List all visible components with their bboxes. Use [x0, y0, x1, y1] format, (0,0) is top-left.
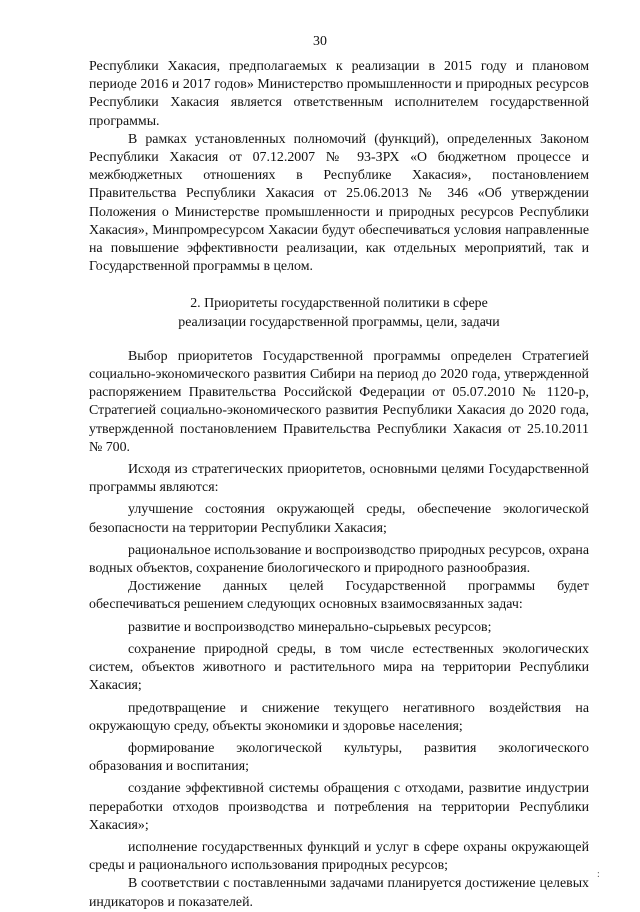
section-heading: [89, 295, 589, 331]
section-heading-line: 2. Приоритеты государственной политики в сфере: [190, 296, 488, 312]
list-item: сохранение природной среды, в том числе естественных экологических систем, объектов животного и растительного мира на территории Республики Хакасия;: [89, 641, 589, 694]
paragraph: Республики Хакасия, предполагаемых к реализации в 2015 году и плановом периоде 2016 и 2017 годов» Министерство промышленности и природных ресурсов Республики Хакасия является ответственным исполнителем государственной программы.: [89, 59, 589, 129]
list-item: предотвращение и снижение текущего негативного воздействия на окружающую среду, объекты экономики и здоровье населения;: [89, 700, 589, 734]
list-item: рациональное использование и воспроизводство природных ресурсов, охрана водных объектов, сохранение биологического и природного разнообразия.: [89, 542, 589, 577]
list-item: формирование экологической культуры, развития экологического образования и воспитания;: [89, 740, 589, 775]
list-item: создание эффективной системы обращения с отходами, развитие индустрии переработки отходов производства и потребления на территории Республики Хакасия»;: [89, 781, 589, 833]
section-heading-line: реализации государственной программы, цели, задачи: [178, 314, 500, 330]
list-item: исполнение государственных функций и услуг в сфере охраны окружающей среды и рационального использования природных ресурсов;: [89, 839, 589, 874]
list-item: развитие и воспроизводство минерально-сырьевых ресурсов;: [128, 619, 492, 635]
document-body: [89, 58, 589, 912]
margin-mark: :: [597, 869, 600, 880]
paragraph: Достижение данных целей Государственной программы будет обеспечиваться решением следующих основных взаимосвязанных задач:: [89, 579, 589, 613]
paragraph: В рамках установленных полномочий (функций), определенных Законом Республики Хакасия от 07.12.2007 № 93-ЗРХ «О бюджетном процессе и межбюджетных отношениях в Республике Хакасия», постановлением Правительства Республики Хакасия от 25.06.2013 № 346 «Об утверждении Положения о Министерстве промышленности и природных ресурсов Республики Хакасия», Минпромресурсом Хакасии будут обеспечиваться условия направленные на повышение эффективности реализации, как отдельных мероприятий, так и Государственной программы в целом.: [89, 131, 589, 275]
paragraph: В соответствии с поставленными задачами планируется достижение целевых индикаторов и показателей.: [89, 876, 589, 910]
list-item: улучшение состояния окружающей среды, обеспечение экологической безопасности на территории Республики Хакасия;: [89, 502, 589, 536]
paragraph: Исходя из стратегических приоритетов, основными целями Государственной программы являются:: [89, 462, 589, 496]
page-number: 30: [313, 34, 327, 49]
paragraph: Выбор приоритетов Государственной программы определен Стратегией социально-экономического развития Сибири на период до 2020 года, утвержденной распоряжением Правительства Российской Федерации от 05.07.2010 № 1120-р, Стратегией социально-экономического развития Республики Хакасия до 2020 года, утвержденной постановлением Правительства Республики Хакасия от 25.10.2011 № 700.: [89, 348, 589, 455]
